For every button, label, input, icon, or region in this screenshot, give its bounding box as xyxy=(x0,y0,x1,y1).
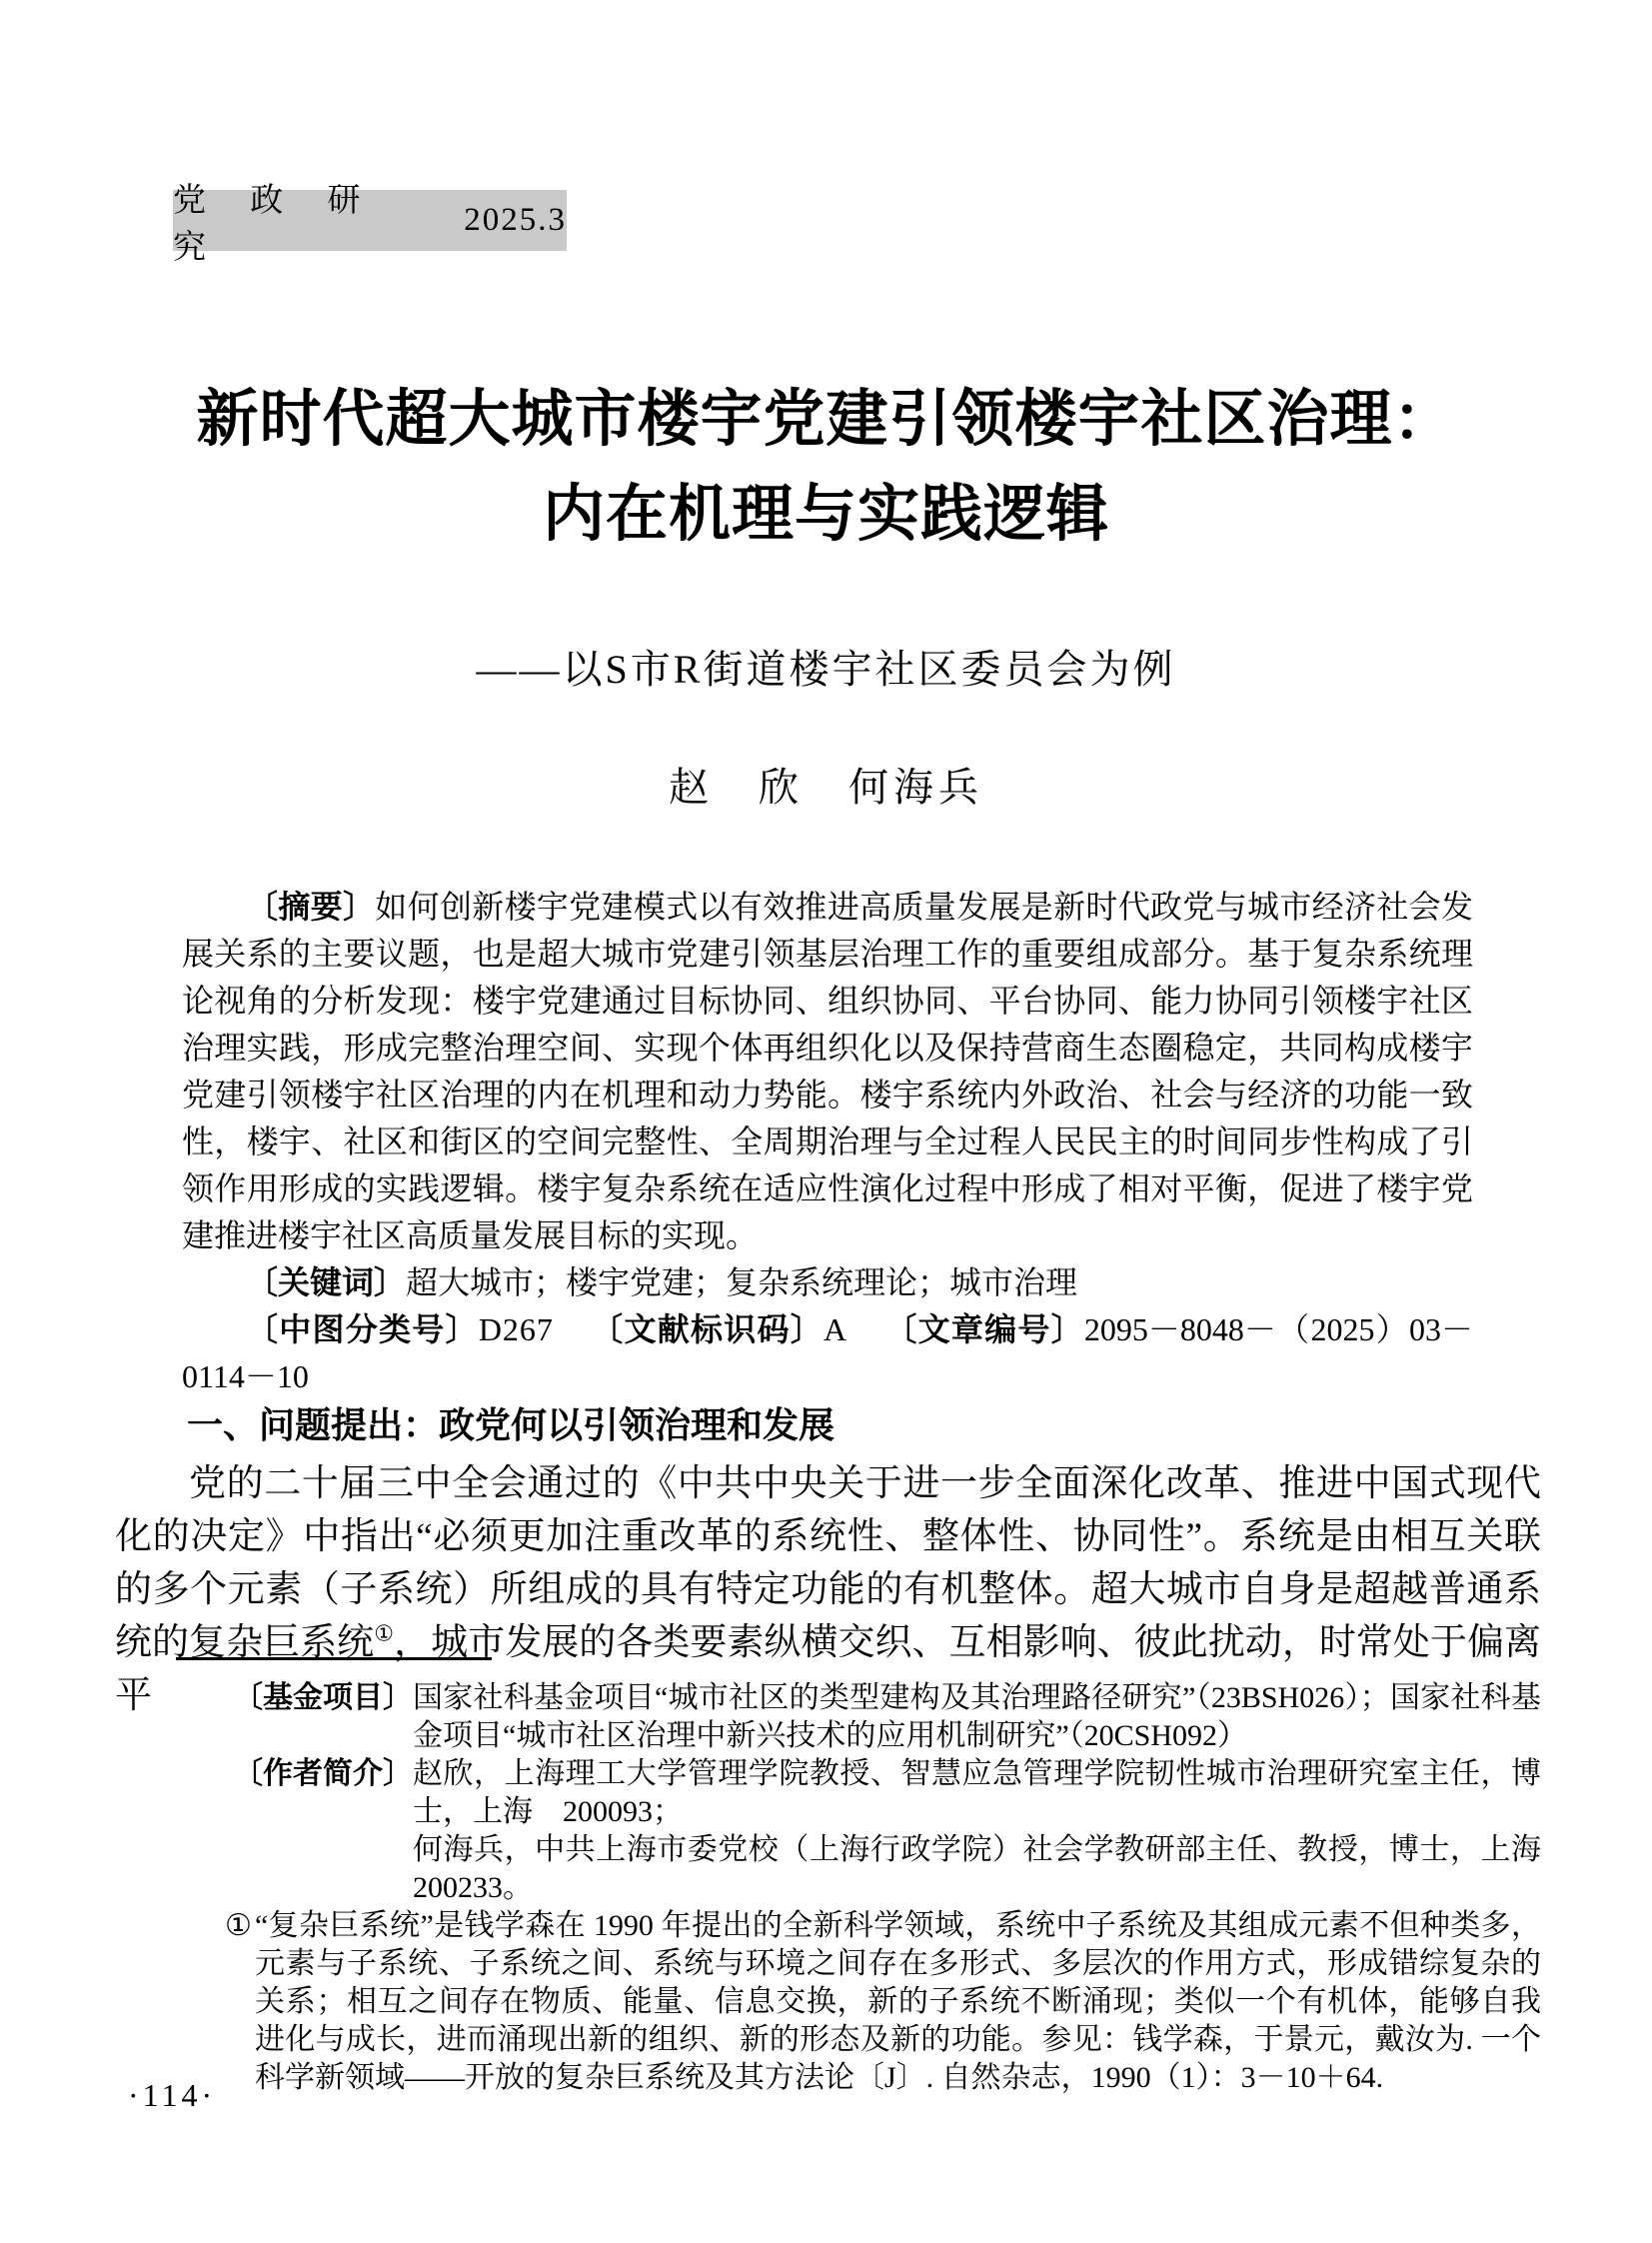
doc-code-value: A xyxy=(824,1311,848,1347)
article-title-line2: 内在机理与实践逻辑 xyxy=(542,480,1109,549)
body-text-after-note: ，城市发展的各类要素纵横交织、互相影响、彼此扰动，时常处于偏离平 xyxy=(115,1622,1541,1716)
article-subtitle: ——以S市R街道楼宇社区委员会为例 xyxy=(476,647,1176,692)
journal-header-box xyxy=(173,182,567,266)
abstract-label: 〔摘要〕 xyxy=(246,889,376,925)
page-number: ·114· xyxy=(128,2077,217,2113)
body-text-before-note: 党的二十届三中全会通过的《中共中央关于进一步全面深化改革、推进中国式现代化的决定》中指出“必须更加注重改革的系统性、整体性、协同性”。系统是由相互关联的多个元素（子系统）所组成的具有特定功能的有机整体。超大城市自身是超越普通系统的复杂巨系统 xyxy=(115,1463,1541,1663)
footnote-text-1: “复杂巨系统”是钱学森在 1990 年提出的全新科学领域，系统中子系统及其组成元素不但种类多，元素与子系统、子系统之间、系统与环境之间存在多形式、多层次的作用方式，形成错综复杂的关系；相互之间存在物质、能量、信息交换，新的子系统不断涌现；类似一个有机体，能够自我进化与成长，进而涌现出新的组织、新的形态及新的功能。参见：钱学森，于景元，戴汝为. 一个科学新领域——开放的复杂巨系统及其方法论〔J〕. 自然杂志，1990（1）：3－10＋64. xyxy=(255,1909,1541,2094)
footnote-reference-1: ① xyxy=(374,1620,395,1646)
funding-text: 国家社科基金项目“城市社区的类型建构及其治理路径研究”（23BSH026）；国家社科基金项目“城市社区治理中新兴技术的应用机制研究”（20CSH092） xyxy=(413,1681,1541,1752)
footnote-marker-1: ① xyxy=(225,1909,252,1942)
abstract-paragraph xyxy=(182,884,1473,1259)
funding-footnote xyxy=(233,1679,1541,1755)
clc-label: 〔中图分类号〕 xyxy=(246,1311,479,1347)
abstract-block xyxy=(182,884,1473,1400)
journal-issue: 2025.3 xyxy=(464,202,567,238)
classification-line xyxy=(182,1306,1473,1400)
footnotes-block xyxy=(225,1679,1571,2097)
abstract-text: 如何创新楼宇党建模式以有效推进高质量发展是新时代政党与城市经济社会发展关系的主要议题，也是超大城市党建引领基层治理工作的重要组成部分。基于复杂系统理论视角的分析发现：楼宇党建通过目标协同、组织协同、平台协同、能力协同引领楼宇社区治理实践，形成完整治理空间、实现个体再组织化以及保持营商生态圈稳定，共同构成楼宇党建引领楼宇社区治理的内在机理和动力势能。楼宇系统内外政治、社会与经济的功能一致性，楼宇、社区和街区的空间完整性、全周期治理与全过程人民民主的时间同步性构成了引领作用形成的实践逻辑。楼宇复杂系统在适应性演化过程中形成了相对平衡，促进了楼宇党建推进楼宇社区高质量发展目标的实现。 xyxy=(182,889,1473,1253)
author-bio-content xyxy=(413,1755,1571,1907)
section-heading-1: 一、问题提出：政党何以引领治理和发展 xyxy=(187,1404,835,1445)
keywords-line xyxy=(182,1259,1473,1306)
authors: 赵 欣 何海兵 xyxy=(669,765,983,810)
article-id-value: 2095－8048－（2025）03－0114－10 xyxy=(182,1311,1473,1394)
keywords-label: 〔关键词〕 xyxy=(246,1264,407,1300)
author-bio-label: 〔作者简介〕 xyxy=(233,1757,413,1790)
funding-label: 〔基金项目〕 xyxy=(233,1681,413,1714)
doc-code-label: 〔文献标识码〕 xyxy=(589,1311,824,1347)
author-bio-line1: 赵欣，上海理工大学管理学院教授、智慧应急管理学院韧性城市治理研究室主任，博士，上海 200093； xyxy=(413,1757,1541,1828)
keywords-text: 超大城市；楼宇党建；复杂系统理论；城市治理 xyxy=(406,1264,1078,1300)
numbered-footnote-1 xyxy=(225,1907,1541,2097)
author-bio-line2: 何海兵，中共上海市委党校（上海行政学院）社会学教研部主任、教授，博士，上海 200233。 xyxy=(413,1833,1571,1904)
author-bio-footnote xyxy=(233,1755,1571,1907)
journal-name: 党 政 研 究 xyxy=(173,182,379,266)
article-id-label: 〔文章编号〕 xyxy=(883,1311,1084,1347)
footnote-separator xyxy=(176,1657,492,1660)
article-title-line1: 新时代超大城市楼宇党建引领楼宇社区治理： xyxy=(196,385,1456,454)
article-title xyxy=(0,372,1652,562)
clc-value: D267 xyxy=(478,1311,554,1347)
